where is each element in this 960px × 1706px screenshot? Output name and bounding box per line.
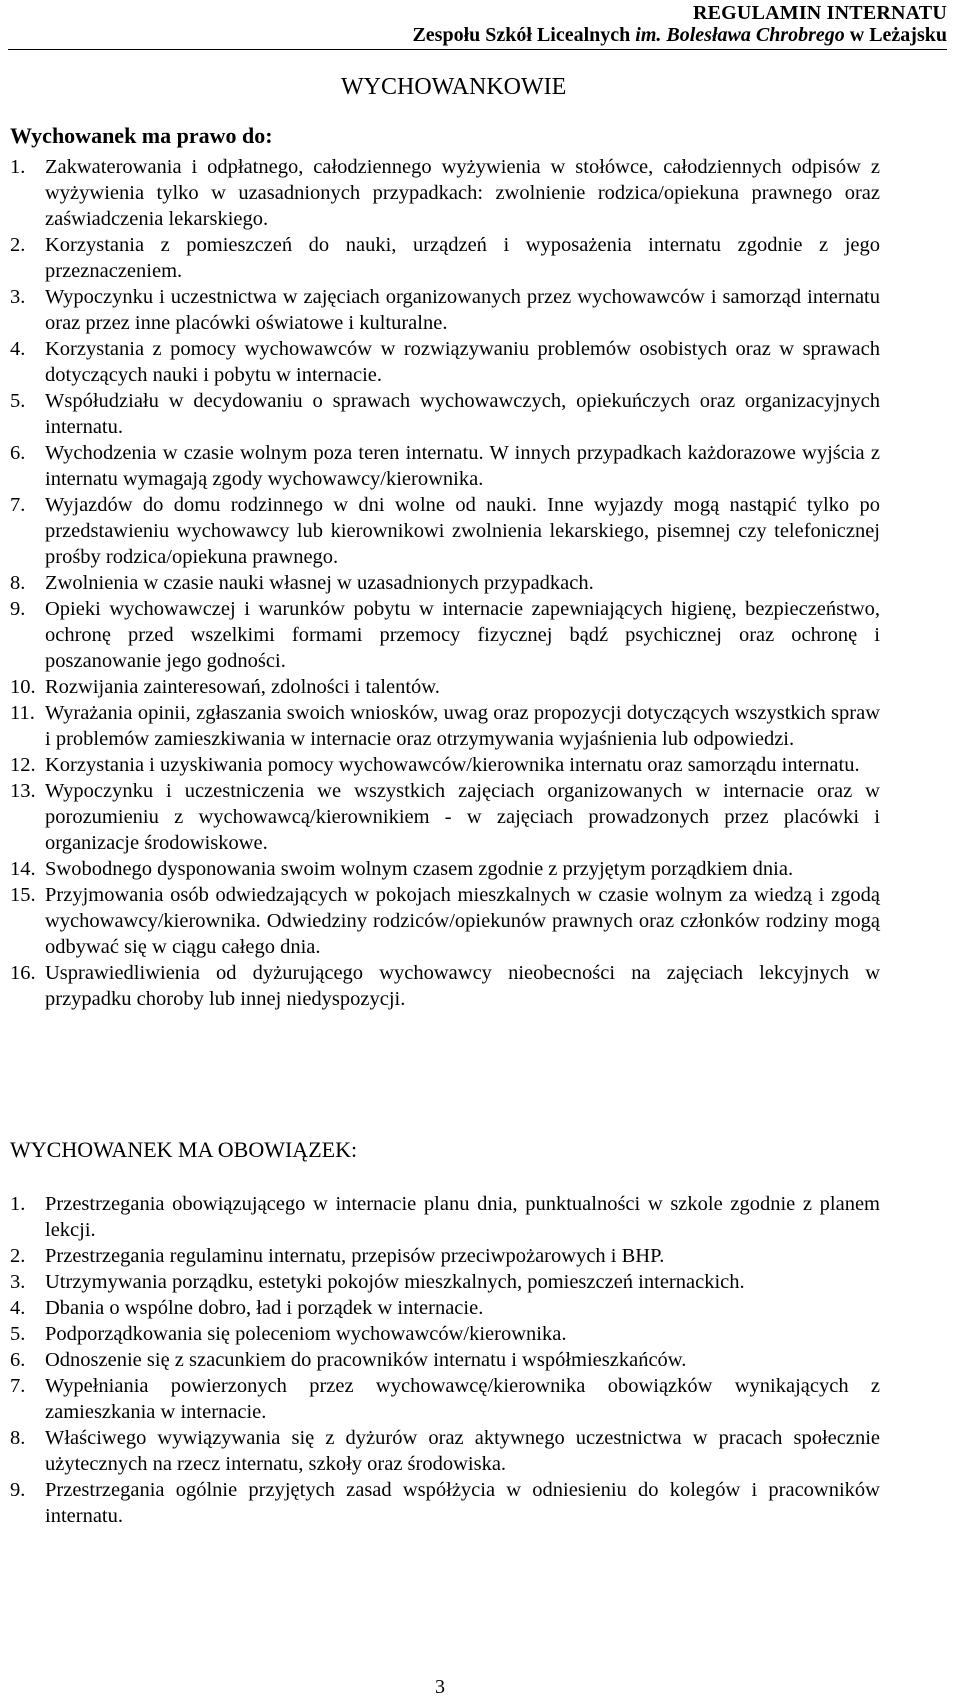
rights-item — [10, 882, 880, 960]
page-number: 3 — [435, 1676, 445, 1698]
rights-item-number: 12. — [10, 754, 36, 776]
duties-item — [10, 1191, 880, 1243]
rights-item-number: 4. — [10, 338, 26, 360]
rights-item-text: Usprawiedliwienia od dyżurującego wychowawcy nieobecności na zajęciach lekcyjnych w przypadku choroby lub innej niedyspozycji. — [45, 962, 880, 1010]
rights-item — [10, 856, 880, 882]
rights-item-number: 9. — [10, 598, 26, 620]
rights-item-number: 13. — [10, 780, 36, 802]
duties-heading: WYCHOWANEK MA OBOWIĄZEK: — [10, 1137, 358, 1162]
rights-item — [10, 674, 880, 700]
rights-item-number: 11. — [10, 702, 35, 724]
rights-item — [10, 336, 880, 388]
header-divider — [8, 49, 947, 50]
duties-item-number: 1. — [10, 1193, 26, 1215]
duties-list — [10, 1191, 880, 1529]
duties-item — [10, 1243, 880, 1269]
rights-item — [10, 778, 880, 856]
duties-item-number: 7. — [10, 1375, 26, 1397]
rights-item — [10, 752, 880, 778]
duties-item-number: 6. — [10, 1349, 26, 1371]
duties-item-text: Właściwego wywiązywania się z dyżurów oraz aktywnego uczestnictwa w pracach społecznie użytecznych na rzecz internatu, szkoły oraz środowiska. — [45, 1427, 880, 1475]
rights-item-text: Wyrażania opinii, zgłaszania swoich wniosków, uwag oraz propozycji dotyczących wszystkich spraw i problemów zamieszkiwania w internacie oraz otrzymywania wyjaśnienia lub odpowiedzi. — [45, 702, 880, 750]
rights-item-number: 16. — [10, 962, 36, 984]
header-title: REGULAMIN INTERNATU — [692, 2, 947, 24]
duties-item-number: 9. — [10, 1479, 26, 1501]
rights-item — [10, 440, 880, 492]
rights-item-text: Korzystania z pomocy wychowawców w rozwiązywaniu problemów osobistych oraz w sprawach dotyczących nauki i pobytu w internacie. — [45, 338, 880, 386]
duties-item-text: Podporządkowania się poleceniom wychowawców/kierownika. — [45, 1323, 567, 1345]
duties-item — [10, 1269, 880, 1295]
duties-item — [10, 1295, 880, 1321]
rights-item-number: 10. — [10, 676, 36, 698]
duties-item-text: Przestrzegania ogólnie przyjętych zasad współżycia w odniesieniu do kolegów i pracowników internatu. — [45, 1479, 880, 1527]
duties-item-number: 8. — [10, 1427, 26, 1449]
rights-item-text: Swobodnego dysponowania swoim wolnym czasem zgodnie z przyjętym porządkiem dnia. — [45, 858, 794, 880]
rights-heading: Wychowanek ma prawo do: — [10, 123, 273, 148]
duties-item — [10, 1347, 880, 1373]
rights-item-text: Przyjmowania osób odwiedzających w pokojach mieszkalnych w czasie wolnym za wiedzą i zgodą wychowawcy/kierownika. Odwiedziny rodziców/opiekunów prawnych oraz członków rodziny mogą odbywać się w ciągu całego dnia. — [45, 884, 880, 958]
rights-item — [10, 492, 880, 570]
duties-item-text: Przestrzegania obowiązującego w internacie planu dnia, punktualności w szkole zgodnie z planem lekcji. — [45, 1193, 880, 1241]
page-title: WYCHOWANKOWIE — [341, 74, 567, 100]
rights-item — [10, 960, 880, 1012]
rights-item-number: 2. — [10, 234, 26, 256]
rights-item-number: 5. — [10, 390, 26, 412]
duties-item — [10, 1425, 880, 1477]
rights-item-number: 8. — [10, 572, 26, 594]
duties-item-number: 3. — [10, 1271, 26, 1293]
rights-item — [10, 154, 880, 232]
duties-item — [10, 1373, 880, 1425]
duties-item-number: 5. — [10, 1323, 26, 1345]
duties-item — [10, 1477, 880, 1529]
duties-item-number: 4. — [10, 1297, 26, 1319]
rights-item-number: 7. — [10, 494, 26, 516]
rights-item-text: Zakwaterowania i odpłatnego, całodziennego wyżywienia w stołówce, całodziennych odpisów z wyżywienia tylko w uzasadnionych przypadkach: zwolnienie rodzica/opiekuna prawnego oraz zaświadczenia lekarskiego. — [45, 156, 880, 230]
rights-item-number: 14. — [10, 858, 36, 880]
duties-item-text: Dbania o wspólne dobro, ład i porządek w internacie. — [45, 1297, 484, 1319]
duties-item-text: Przestrzegania regulaminu internatu, przepisów przeciwpożarowych i BHP. — [45, 1245, 665, 1267]
rights-item-text: Wypoczynku i uczestniczenia we wszystkich zajęciach organizowanych w internacie oraz w porozumieniu z wychowawcą/kierownikiem - w zajęciach prowadzonych przez placówki i organizacje środowiskowe. — [45, 780, 880, 854]
duties-item-number: 2. — [10, 1245, 26, 1267]
duties-item-text: Utrzymywania porządku, estetyki pokojów mieszkalnych, pomieszczeń internackich. — [45, 1271, 745, 1293]
rights-item-text: Rozwijania zainteresowań, zdolności i talentów. — [45, 676, 440, 698]
rights-item — [10, 596, 880, 674]
rights-item — [10, 284, 880, 336]
rights-item — [10, 570, 880, 596]
rights-item-text: Wyjazdów do domu rodzinnego w dni wolne od nauki. Inne wyjazdy mogą nastąpić tylko po przedstawieniu wychowawcy lub kierownikowi zwolnienia lekarskiego, pisemnej czy telefonicznej prośby rodzica/opiekuna prawnego. — [45, 494, 880, 568]
rights-item-number: 15. — [10, 884, 36, 906]
rights-item-text: Korzystania i uzyskiwania pomocy wychowawców/kierownika internatu oraz samorządu internatu. — [45, 754, 860, 776]
rights-item-number: 1. — [10, 156, 26, 178]
rights-item-text: Wychodzenia w czasie wolnym poza teren internatu. W innych przypadkach każdorazowe wyjścia z internatu wymagają zgody wychowawcy/kierownika. — [45, 442, 880, 490]
rights-item-text: Wypoczynku i uczestnictwa w zajęciach organizowanych przez wychowawców i samorząd internatu oraz przez inne placówki oświatowe i kulturalne. — [45, 286, 880, 334]
rights-item — [10, 700, 880, 752]
rights-item-text: Współudziału w decydowaniu o sprawach wychowawczych, opiekuńczych oraz organizacyjnych internatu. — [45, 390, 880, 438]
header-subtitle: Zespołu Szkół Licealnych im. Bolesława Chrobrego w Leżajsku — [412, 24, 947, 46]
rights-item-number: 6. — [10, 442, 26, 464]
rights-item-text: Opieki wychowawczej i warunków pobytu w internacie zapewniających higienę, bezpieczeństwo, ochronę przed wszelkimi formami przemocy fizycznej bądź psychicznej oraz ochronę i poszanowanie jego godności. — [45, 598, 880, 672]
duties-item — [10, 1321, 880, 1347]
rights-item — [10, 388, 880, 440]
rights-item-number: 3. — [10, 286, 26, 308]
duties-item-text: Odnoszenie się z szacunkiem do pracowników internatu i współmieszkańców. — [45, 1349, 687, 1371]
rights-item-text: Korzystania z pomieszczeń do nauki, urządzeń i wyposażenia internatu zgodnie z jego przeznaczeniem. — [45, 234, 880, 282]
rights-item — [10, 232, 880, 284]
rights-item-text: Zwolnienia w czasie nauki własnej w uzasadnionych przypadkach. — [45, 572, 594, 594]
rights-list — [10, 154, 880, 1012]
duties-item-text: Wypełniania powierzonych przez wychowawcę/kierownika obowiązków wynikających z zamieszkania w internacie. — [45, 1375, 880, 1423]
